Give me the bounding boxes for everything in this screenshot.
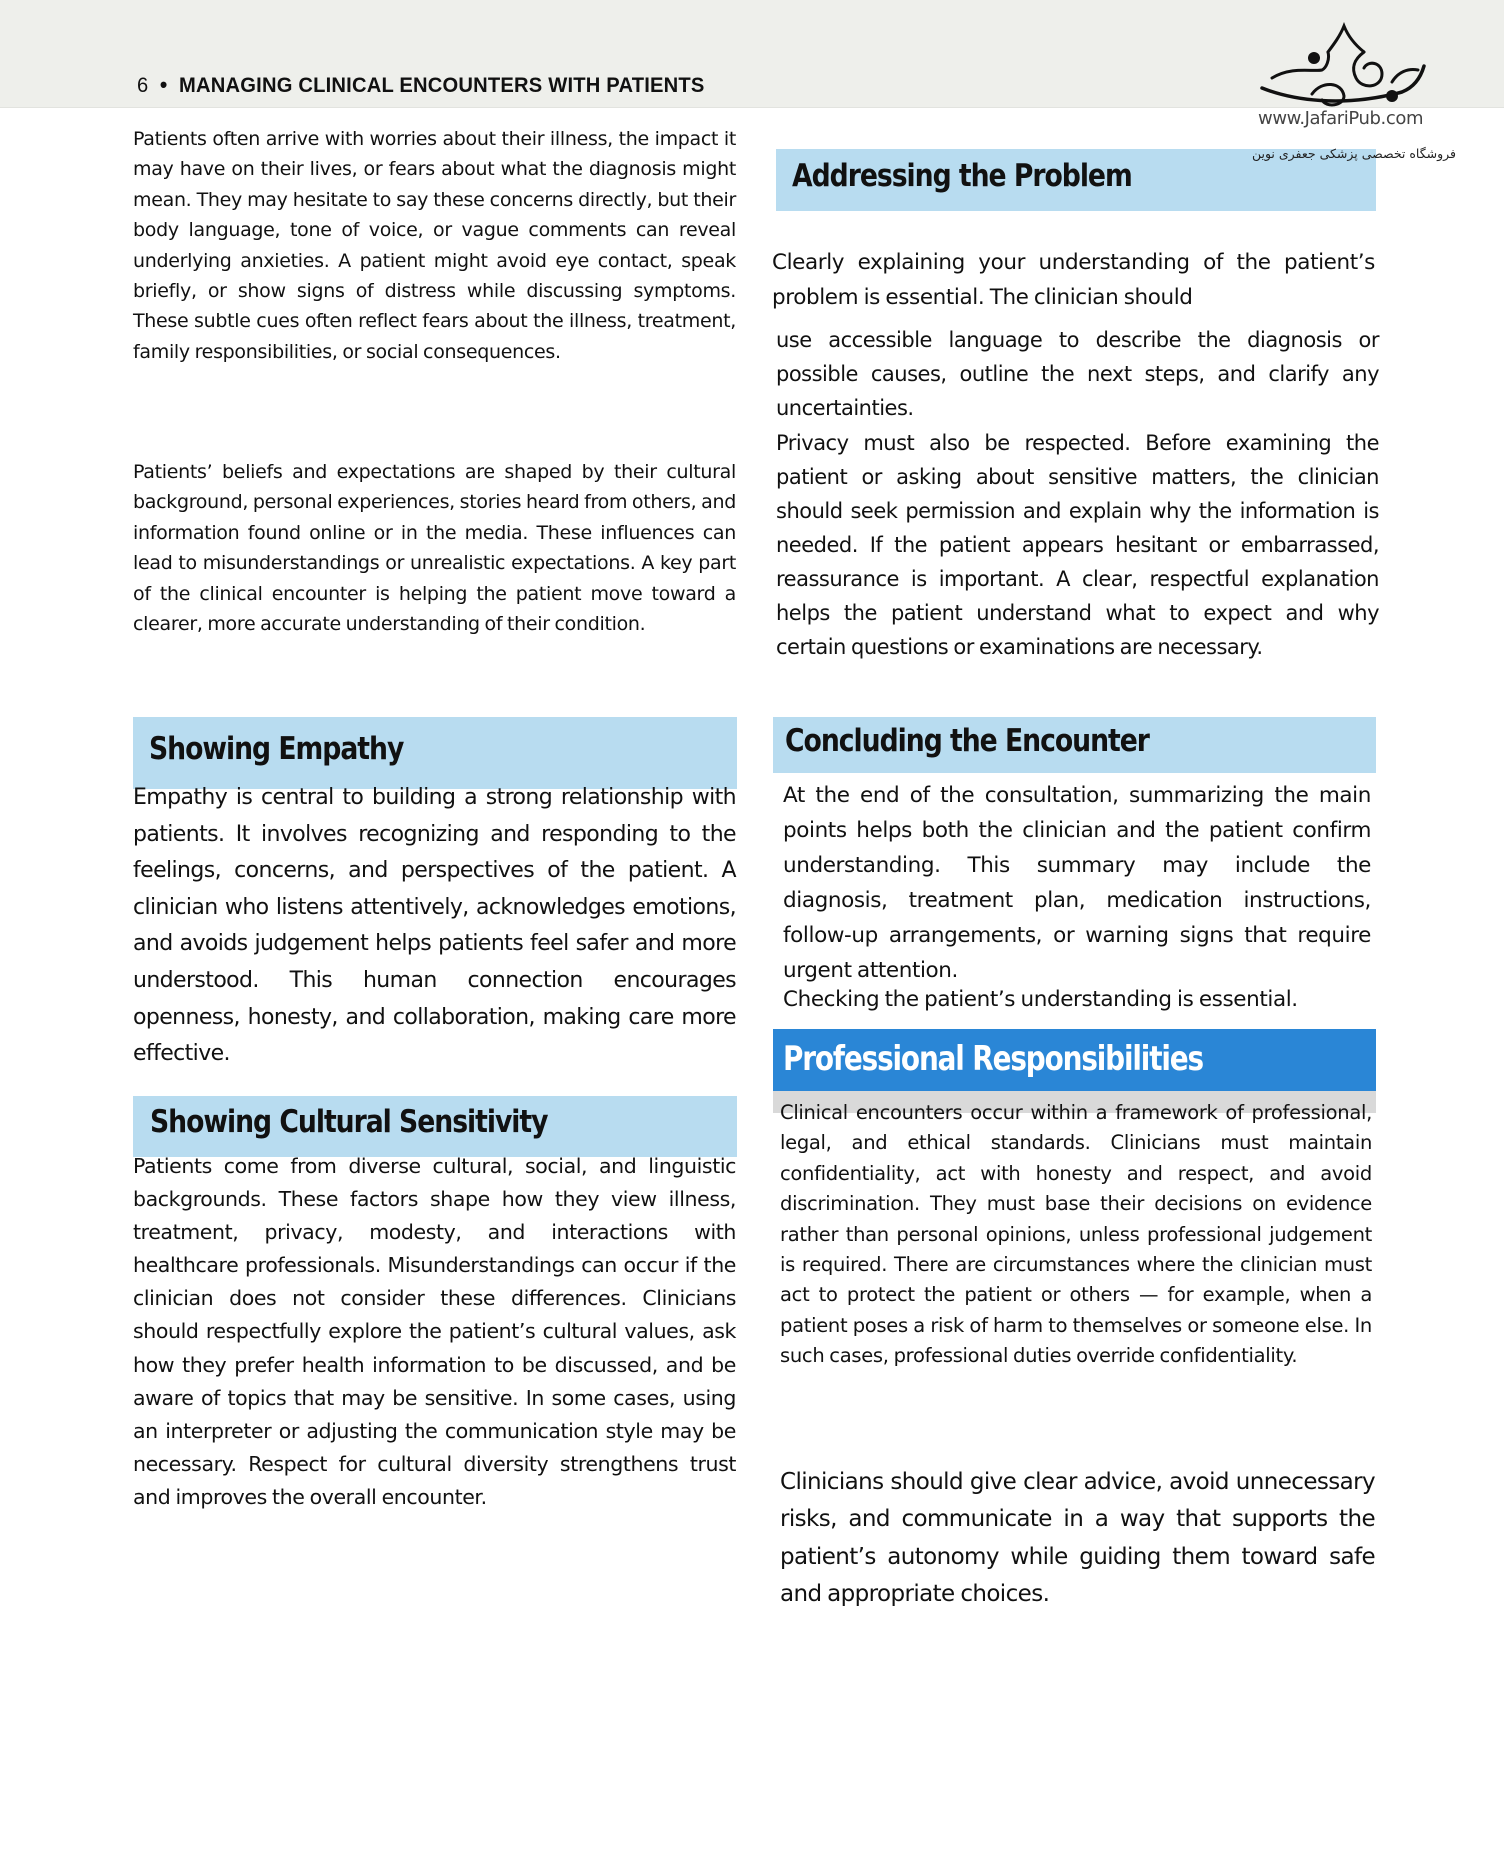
addressing-paragraph-1: Clearly explaining your understanding of the patient’s problem is essential. The clinician should xyxy=(772,250,1375,310)
chapter-title: MANAGING CLINICAL ENCOUNTERS WITH PATIENTS xyxy=(179,74,705,97)
section-heading-addressing-problem-text: Addressing the Problem xyxy=(792,158,1132,194)
professional-paragraph-1: Clinical encounters occur within a framework of professional, legal, and ethical standards. Clinicians must maintain confidentiality, act with honesty and respect, and avoid discrimination. They must base their decisions on evidence rather than personal opinions, unless professional judgement is required. There are circumstances where the clinician must act to protect the patient or others — for example, when a patient poses a risk of harm to themselves or someone else. In such cases, professional duties override confidentiality. xyxy=(780,1101,1372,1368)
publisher-shop-name: فروشگاه تخصصی پزشکی جعفری نوین xyxy=(1251,146,1456,161)
section-heading-concluding xyxy=(773,717,1376,773)
page-number: 6 xyxy=(137,74,149,97)
intro-paragraph-1: Patients often arrive with worries about their illness, the impact it may have on their lives, or fears about what the diagnosis might mean. They may hesitate to say these concerns directly, but their body language, tone of voice, or vague comments can reveal underlying anxieties. A patient might avoid eye contact, speak briefly, or show signs of distress while discussing symptoms. These subtle cues often reflect fears about the illness, treatment, family responsibilities, or social consequences. xyxy=(133,128,736,363)
separator-bullet: • xyxy=(159,72,168,97)
section-heading-professional-responsibilities xyxy=(773,1029,1376,1091)
section-heading-empathy-text: Showing Empathy xyxy=(149,731,404,767)
addressing-paragraph-3: Privacy must also be respected. Before examining the patient or asking about sensitive matters, the clinician should seek permission and explain why the information is needed. If the patient appears hesitant or embarrassed, reassurance is important. A clear, respectful explanation helps the patient understand what to expect and why certain questions or examinations are necessary. xyxy=(776,431,1379,659)
publisher-url: www.JafariPub.com xyxy=(1258,108,1424,129)
concluding-paragraph-2: Checking the patient’s understanding is essential. xyxy=(783,987,1298,1012)
running-head xyxy=(137,72,705,98)
section-heading-concluding-text: Concluding the Encounter xyxy=(785,723,1149,759)
publisher-logo-icon xyxy=(1252,22,1432,110)
empathy-paragraph: Empathy is central to building a strong relationship with patients. It involves recognizing and responding to the feelings, concerns, and perspectives of the patient. A clinician who listens attentively, acknowledges emotions, and avoids judgement helps patients feel safer and more understood. This human connection encourages openness, honesty, and collaboration, making care more effective. xyxy=(133,785,736,1067)
section-heading-professional-responsibilities-text: Professional Responsibilities xyxy=(783,1039,1204,1079)
concluding-paragraph-1: At the end of the consultation, summarizing the main points helps both the clinician and the patient confirm understanding. This summary may include the diagnosis, treatment plan, medication instructions, follow-up arrangements, or warning signs that require urgent attention. xyxy=(783,783,1371,983)
intro-paragraph-2: Patients’ beliefs and expectations are shaped by their cultural background, personal experiences, stories heard from others, and information found online or in the media. These influences can lead to misunderstandings or unrealistic expectations. A key part of the clinical encounter is helping the patient move toward a clearer, more accurate understanding of their condition. xyxy=(133,461,736,636)
section-heading-cultural-sensitivity-text: Showing Cultural Sensitivity xyxy=(150,1104,548,1140)
section-heading-cultural-sensitivity xyxy=(133,1096,737,1157)
section-heading-empathy xyxy=(133,717,737,789)
professional-paragraph-2: Clinicians should give clear advice, avoid unnecessary risks, and communicate in a way that supports the patient’s autonomy while guiding them toward safe and appropriate choices. xyxy=(780,1469,1375,1608)
cultural-sensitivity-paragraph: Patients come from diverse cultural, social, and linguistic backgrounds. These factors shape how they view illness, treatment, privacy, modesty, and interactions with healthcare professionals. Misunderstandings can occur if the clinician does not consider these differences. Clinicians should respectfully explore the patient’s cultural values, ask how they prefer health information to be discussed, and be aware of topics that may be sensitive. In some cases, using an interpreter or adjusting the communication style may be necessary. Respect for cultural diversity strengthens trust and improves the overall encounter. xyxy=(133,1154,736,1509)
addressing-paragraph-2: use accessible language to describe the diagnosis or possible causes, outline the next steps, and clarify any uncertainties. xyxy=(776,328,1379,420)
